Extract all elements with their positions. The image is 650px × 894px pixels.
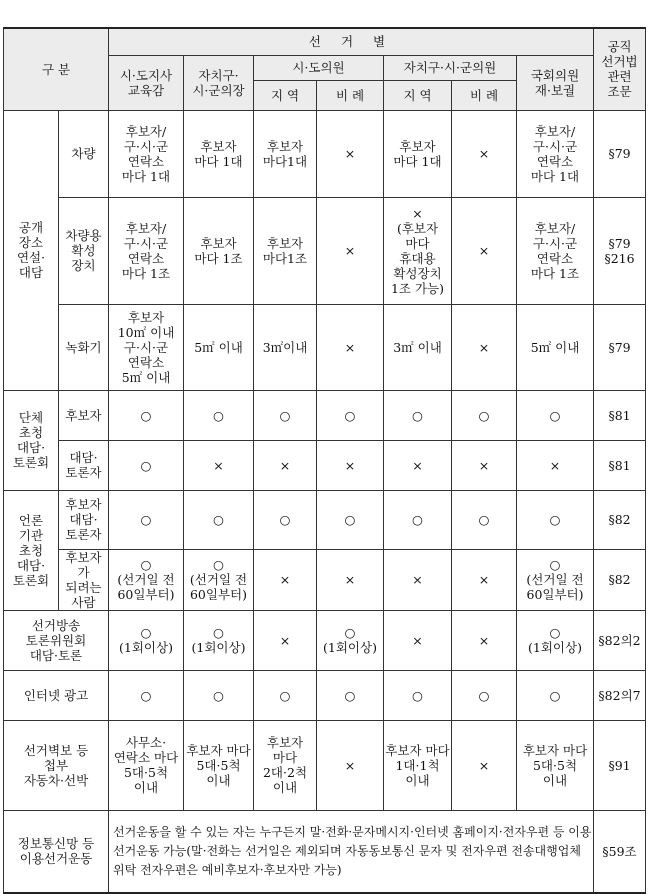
table-row [4,440,646,490]
header-gubun: 구 분 [4,28,109,110]
row-label: 정보통신망 등 이용선거운동 [4,810,109,893]
cell: ○ (1회이상) [184,610,254,670]
cell: × [517,440,594,490]
cell: × [452,440,517,490]
header-jachigu-council: 자치구·시·군의원 [384,55,517,80]
cell: 후보자 마다 5대·5척 이내 [517,720,594,810]
table-row [4,610,646,670]
cell: ○ [254,490,317,549]
cell: 후보자/ 구·시·군 연락소 마다 1조 [517,197,594,304]
cell: × [452,304,517,390]
group-media-debate: 언론 기관 초청 대담· 토론회 [4,490,59,610]
header-proportional-1: 비 례 [317,80,384,110]
law-article: §59조 [594,810,646,893]
cell: ○ [109,490,184,549]
cell: ○ [452,670,517,720]
cell: ○ [317,490,384,549]
row-label: 선거벽보 등 첩부 자동차·선박 [4,720,109,810]
cell: 5㎡ 이내 [517,304,594,390]
header-sido-governor-education: 시·도지사 교육감 [109,55,184,110]
row-label: 후보자 [59,390,109,440]
header-jachigu-mayor: 자치구· 시·군의장 [184,55,254,110]
header-national-assembly: 국회의원 재·보궐 [517,55,594,110]
law-article: §79 §216 [594,197,646,304]
cell: ○ [184,670,254,720]
law-article: §82의2 [594,610,646,670]
row-label: 대담· 토론자 [59,440,109,490]
cell: × [384,440,452,490]
cell: ○ [517,670,594,720]
cell: 후보자 마다 5대·5척 이내 [184,720,254,810]
election-campaign-table [3,27,646,894]
cell: × [452,720,517,810]
cell: ○ (선거일 전 60일부터) [109,549,184,610]
table-row [4,549,646,610]
row-label: 차량용 확성 장치 [59,197,109,304]
cell: ○ [109,670,184,720]
header-proportional-2: 비 례 [452,80,517,110]
cell: ○ [517,490,594,549]
row-label: 후보자가 되려는 사람 [59,549,109,610]
cell: 후보자/ 구·시·군 연락소 마다 1대 [517,110,594,197]
table-row [4,390,646,440]
row-label: 선거방송 토론위원회 대담·토론 [4,610,109,670]
cell: ○ [384,670,452,720]
law-article: §91 [594,720,646,810]
cell: × [317,304,384,390]
cell: × [317,720,384,810]
header-sido-council: 시·도의원 [254,55,384,80]
row-label: 인터넷 광고 [4,670,109,720]
table-row [4,810,646,893]
cell: ○ [452,390,517,440]
header-region-2: 지 역 [384,80,452,110]
table-row [4,670,646,720]
law-article: §79 [594,110,646,197]
table-row [4,110,646,197]
cell: ○ [384,490,452,549]
table-row [4,490,646,549]
law-article: §81 [594,390,646,440]
cell: × [452,610,517,670]
cell: ○ (1회이상) [317,610,384,670]
row-label: 후보자 대담· 토론자 [59,490,109,549]
cell: × [254,549,317,610]
cell-description: 선거운동을 할 수 있는 자는 누구든지 말·전화·문자메시지·인터넷 홈페이지·전자우편 등 이용 선거운동 가능(말·전화는 선거일은 제외되며 자동동보통신 문자 및 전자우편 전송대행업체 위탁 전자우편은 예비후보자·후보자만 가능) [109,810,594,893]
cell: ○ [184,390,254,440]
cell: ○ [452,490,517,549]
cell: ○ (1회이상) [517,610,594,670]
cell: 3㎡이내 [254,304,317,390]
cell: ○ [317,670,384,720]
cell: × [317,440,384,490]
cell: ○ [109,440,184,490]
group-organization-debate: 단체 초청 대담· 토론회 [4,390,59,490]
cell: × [384,549,452,610]
table-row [4,304,646,390]
cell: 후보자 마다 1조 [184,197,254,304]
cell: × [317,197,384,304]
cell: 후보자 마다 1대 [384,110,452,197]
cell: ○ [254,390,317,440]
cell: 후보자 마다 1대 [184,110,254,197]
cell: ○ [317,390,384,440]
cell: × [317,549,384,610]
cell: 후보자 마다 2대·2척 이내 [254,720,317,810]
cell: × [384,610,452,670]
row-label: 녹화기 [59,304,109,390]
cell: × [254,440,317,490]
cell: × [452,110,517,197]
header-law-article: 공직 선거법 관련 조문 [594,28,646,110]
cell: 사무소· 연락소 마다 5대·5척 이내 [109,720,184,810]
cell: × [317,110,384,197]
cell: ○ [184,490,254,549]
law-article: §79 [594,304,646,390]
cell: 3㎡ 이내 [384,304,452,390]
cell: ○ [254,670,317,720]
cell: 5㎡ 이내 [184,304,254,390]
cell: × [184,440,254,490]
cell: ○ [384,390,452,440]
cell: ○ (선거일 전 60일부터) [184,549,254,610]
cell: 후보자 마다1조 [254,197,317,304]
law-article: §82의7 [594,670,646,720]
table-row [4,720,646,810]
cell: × [254,610,317,670]
cell: 후보자/ 구·시·군 연락소 마다 1대 [109,110,184,197]
election-campaign-table-container [3,27,646,894]
law-article: §82 [594,549,646,610]
cell: 후보자 마다 1대·1척 이내 [384,720,452,810]
cell: × (후보자 마다 휴대용 확성장치 1조 가능) [384,197,452,304]
table-row [4,197,646,304]
cell: ○ [517,390,594,440]
law-article: §81 [594,440,646,490]
cell: ○ (1회이상) [109,610,184,670]
cell: 후보자/ 구·시·군 연락소 마다 1조 [109,197,184,304]
law-article: §82 [594,490,646,549]
cell: 후보자 10㎡ 이내 구·시·군 연락소 5㎡ 이내 [109,304,184,390]
row-label: 차량 [59,110,109,197]
header-region-1: 지 역 [254,80,317,110]
cell: × [452,197,517,304]
cell: ○ [109,390,184,440]
cell: × [452,549,517,610]
group-public-speech: 공개 장소 연설· 대담 [4,110,59,390]
cell: 후보자 마다1대 [254,110,317,197]
cell: ○ (선거일 전 60일부터) [517,549,594,610]
header-seongeobyeol: 선 거 별 [109,28,594,55]
